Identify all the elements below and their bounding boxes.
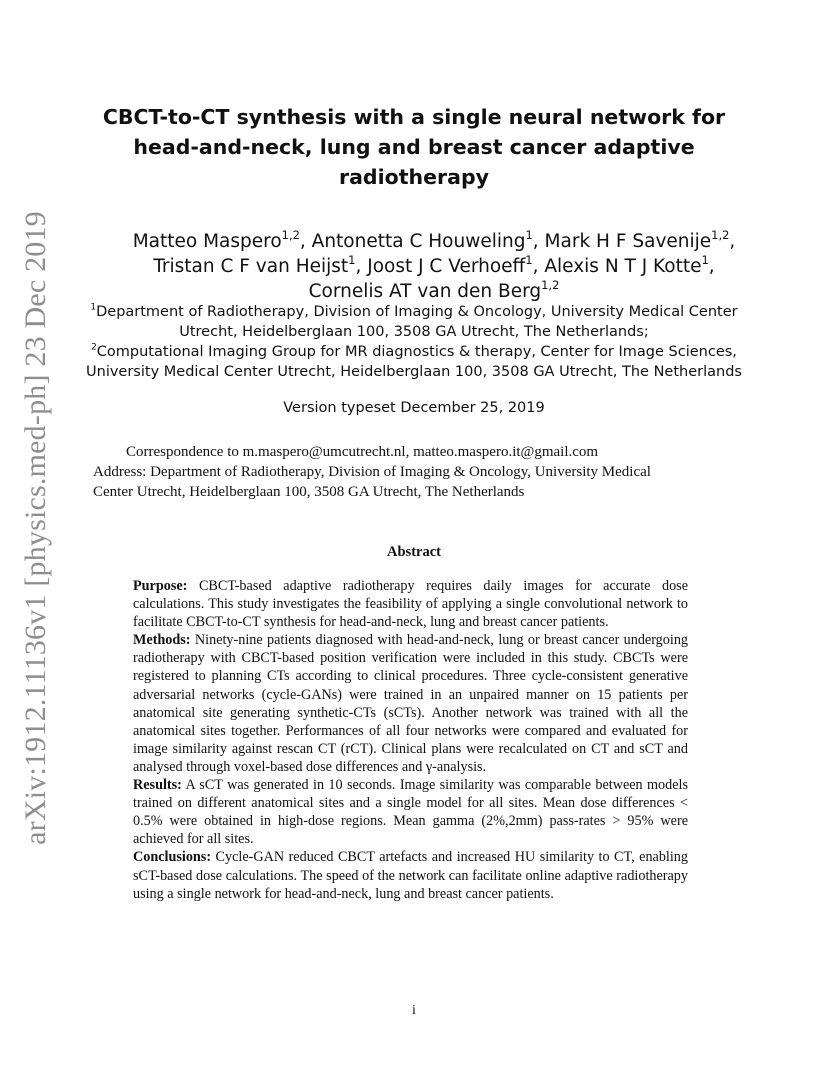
arxiv-identifier: arXiv:1912.11136v1 [physics.med-ph] 23 Dec 2019 (19, 211, 52, 845)
author-line-2: Tristan C F van Heijst$^1$, Joost J C Verhoeff$^1$, Alexis N T J Kotte$^1$, (153, 252, 715, 277)
author-list (60, 229, 808, 304)
affiliation-2-line-2: University Medical Center Utrecht, Heidelberglaan 100, 3508 GA Utrecht, The Netherlands (86, 364, 742, 380)
affiliation-text: Computational Imaging Group for MR diagnostics & therapy, Center for Image Sciences, (96, 344, 737, 360)
conclusions-text: Cycle-GAN reduced CBCT artefacts and increased HU similarity to CT, enabling sCT-based dose calculations. The speed of the network can facilitate online adaptive radiotherapy using a single network for head-and-neck, lung and breast cancer patients. (133, 849, 688, 902)
methods-text: Ninety-nine patients diagnosed with head-and-neck, lung or breast cancer undergoing radiotherapy with CBCT-based position verification were included in this study. CBCTs were registered to planning CTs according to clinical procedures. Three cycle-consistent generative adversarial networks (cycle-GANs) were trained in an unpaired manner on 15 patients per anatomical site generating synthetic-CTs (sCTs). Another network was trained with all the anatomical sites together. Performances of all four networks were compared and evaluated for image similarity against rescan CT (rCT). Clinical plans were recalculated on CT and sCT and analysed through voxel-based dose differences and γ-analysis. (133, 632, 689, 775)
conclusions-label: Conclusions: (133, 849, 212, 866)
author-line-1: Matteo Maspero$^{1,2}$, Antonetta C Houweling$^1$, Mark H F Savenije$^{1,2}$, (132, 227, 736, 252)
paper-title (0, 102, 828, 192)
affiliation-mark: 2 (91, 342, 97, 353)
affiliation-mark: 1 (90, 302, 97, 313)
abstract-conclusions (133, 848, 688, 902)
abstract-methods (133, 631, 688, 776)
author-name: Mark H F Savenije (544, 231, 712, 252)
author-affiliation-mark: 1 (525, 227, 533, 242)
author-name: Antonetta C Houweling (311, 231, 526, 252)
author-name: Tristan C F van Heijst (153, 256, 349, 277)
correspondence-block (93, 442, 733, 502)
methods-label: Methods: (133, 632, 191, 649)
affiliation-text: Department of Radiotherapy, Division of Imaging & Oncology, University Medical Center (96, 304, 738, 320)
author-affiliation-mark: 1 (701, 252, 709, 267)
author-name: Cornelis AT van den Berg (308, 281, 542, 302)
affiliations (0, 302, 828, 382)
results-label: Results: (133, 777, 182, 794)
author-affiliation-mark: 1 (348, 252, 356, 267)
correspondence-line: Correspondence to m.maspero@umcutrecht.nl, matteo.maspero.it@gmail.com (126, 444, 599, 460)
author-affiliation-mark: 1,2 (541, 277, 560, 292)
version-date: Version typeset December 25, 2019 (283, 400, 545, 416)
title-line-3: radiotherapy (338, 165, 489, 189)
abstract-purpose (133, 577, 688, 631)
affiliation-1-line-1 (0, 302, 828, 322)
results-text: A sCT was generated in 10 seconds. Image similarity was comparable between models trained on different anatomical sites and a single model for all sites. Mean dose differences < 0.5% were obtained in high-dose regions. Mean gamma (2%,2mm) pass-rates > 95% were achieved for all sites. (133, 777, 688, 848)
page-number: i (412, 1003, 416, 1018)
address-line-2: Center Utrecht, Heidelberglaan 100, 3508 GA Utrecht, The Netherlands (93, 484, 525, 500)
author-affiliation-mark: 1 (525, 252, 533, 267)
purpose-label: Purpose: (133, 578, 188, 594)
title-line-1: CBCT-to-CT synthesis with a single neural network for (102, 105, 726, 129)
abstract-heading: Abstract (387, 544, 441, 560)
author-name: Alexis N T J Kotte (544, 256, 702, 277)
affiliation-2-line-1 (0, 342, 828, 362)
address-line-1: Address: Department of Radiotherapy, Division of Imaging & Oncology, University Medical (93, 464, 651, 480)
author-name: Joost J C Verhoeff (367, 256, 526, 277)
title-line-2: head-and-neck, lung and breast cancer adaptive (133, 135, 695, 159)
author-name: Matteo Maspero (132, 231, 282, 252)
affiliation-1-line-2: Utrecht, Heidelberglaan 100, 3508 GA Utrecht, The Netherlands; (179, 324, 649, 340)
author-line-3 (60, 279, 808, 304)
abstract-body (133, 577, 688, 903)
purpose-text: CBCT-based adaptive radiotherapy requires daily images for accurate dose calculations. This study investigates the feasibility of applying a single convolutional network to facilitate CBCT-to-CT synthesis for head-and-neck, lung and breast cancer patients. (133, 578, 688, 631)
abstract-results (133, 776, 688, 848)
author-affiliation-mark: 1,2 (281, 227, 300, 242)
author-affiliation-mark: 1,2 (711, 227, 730, 242)
